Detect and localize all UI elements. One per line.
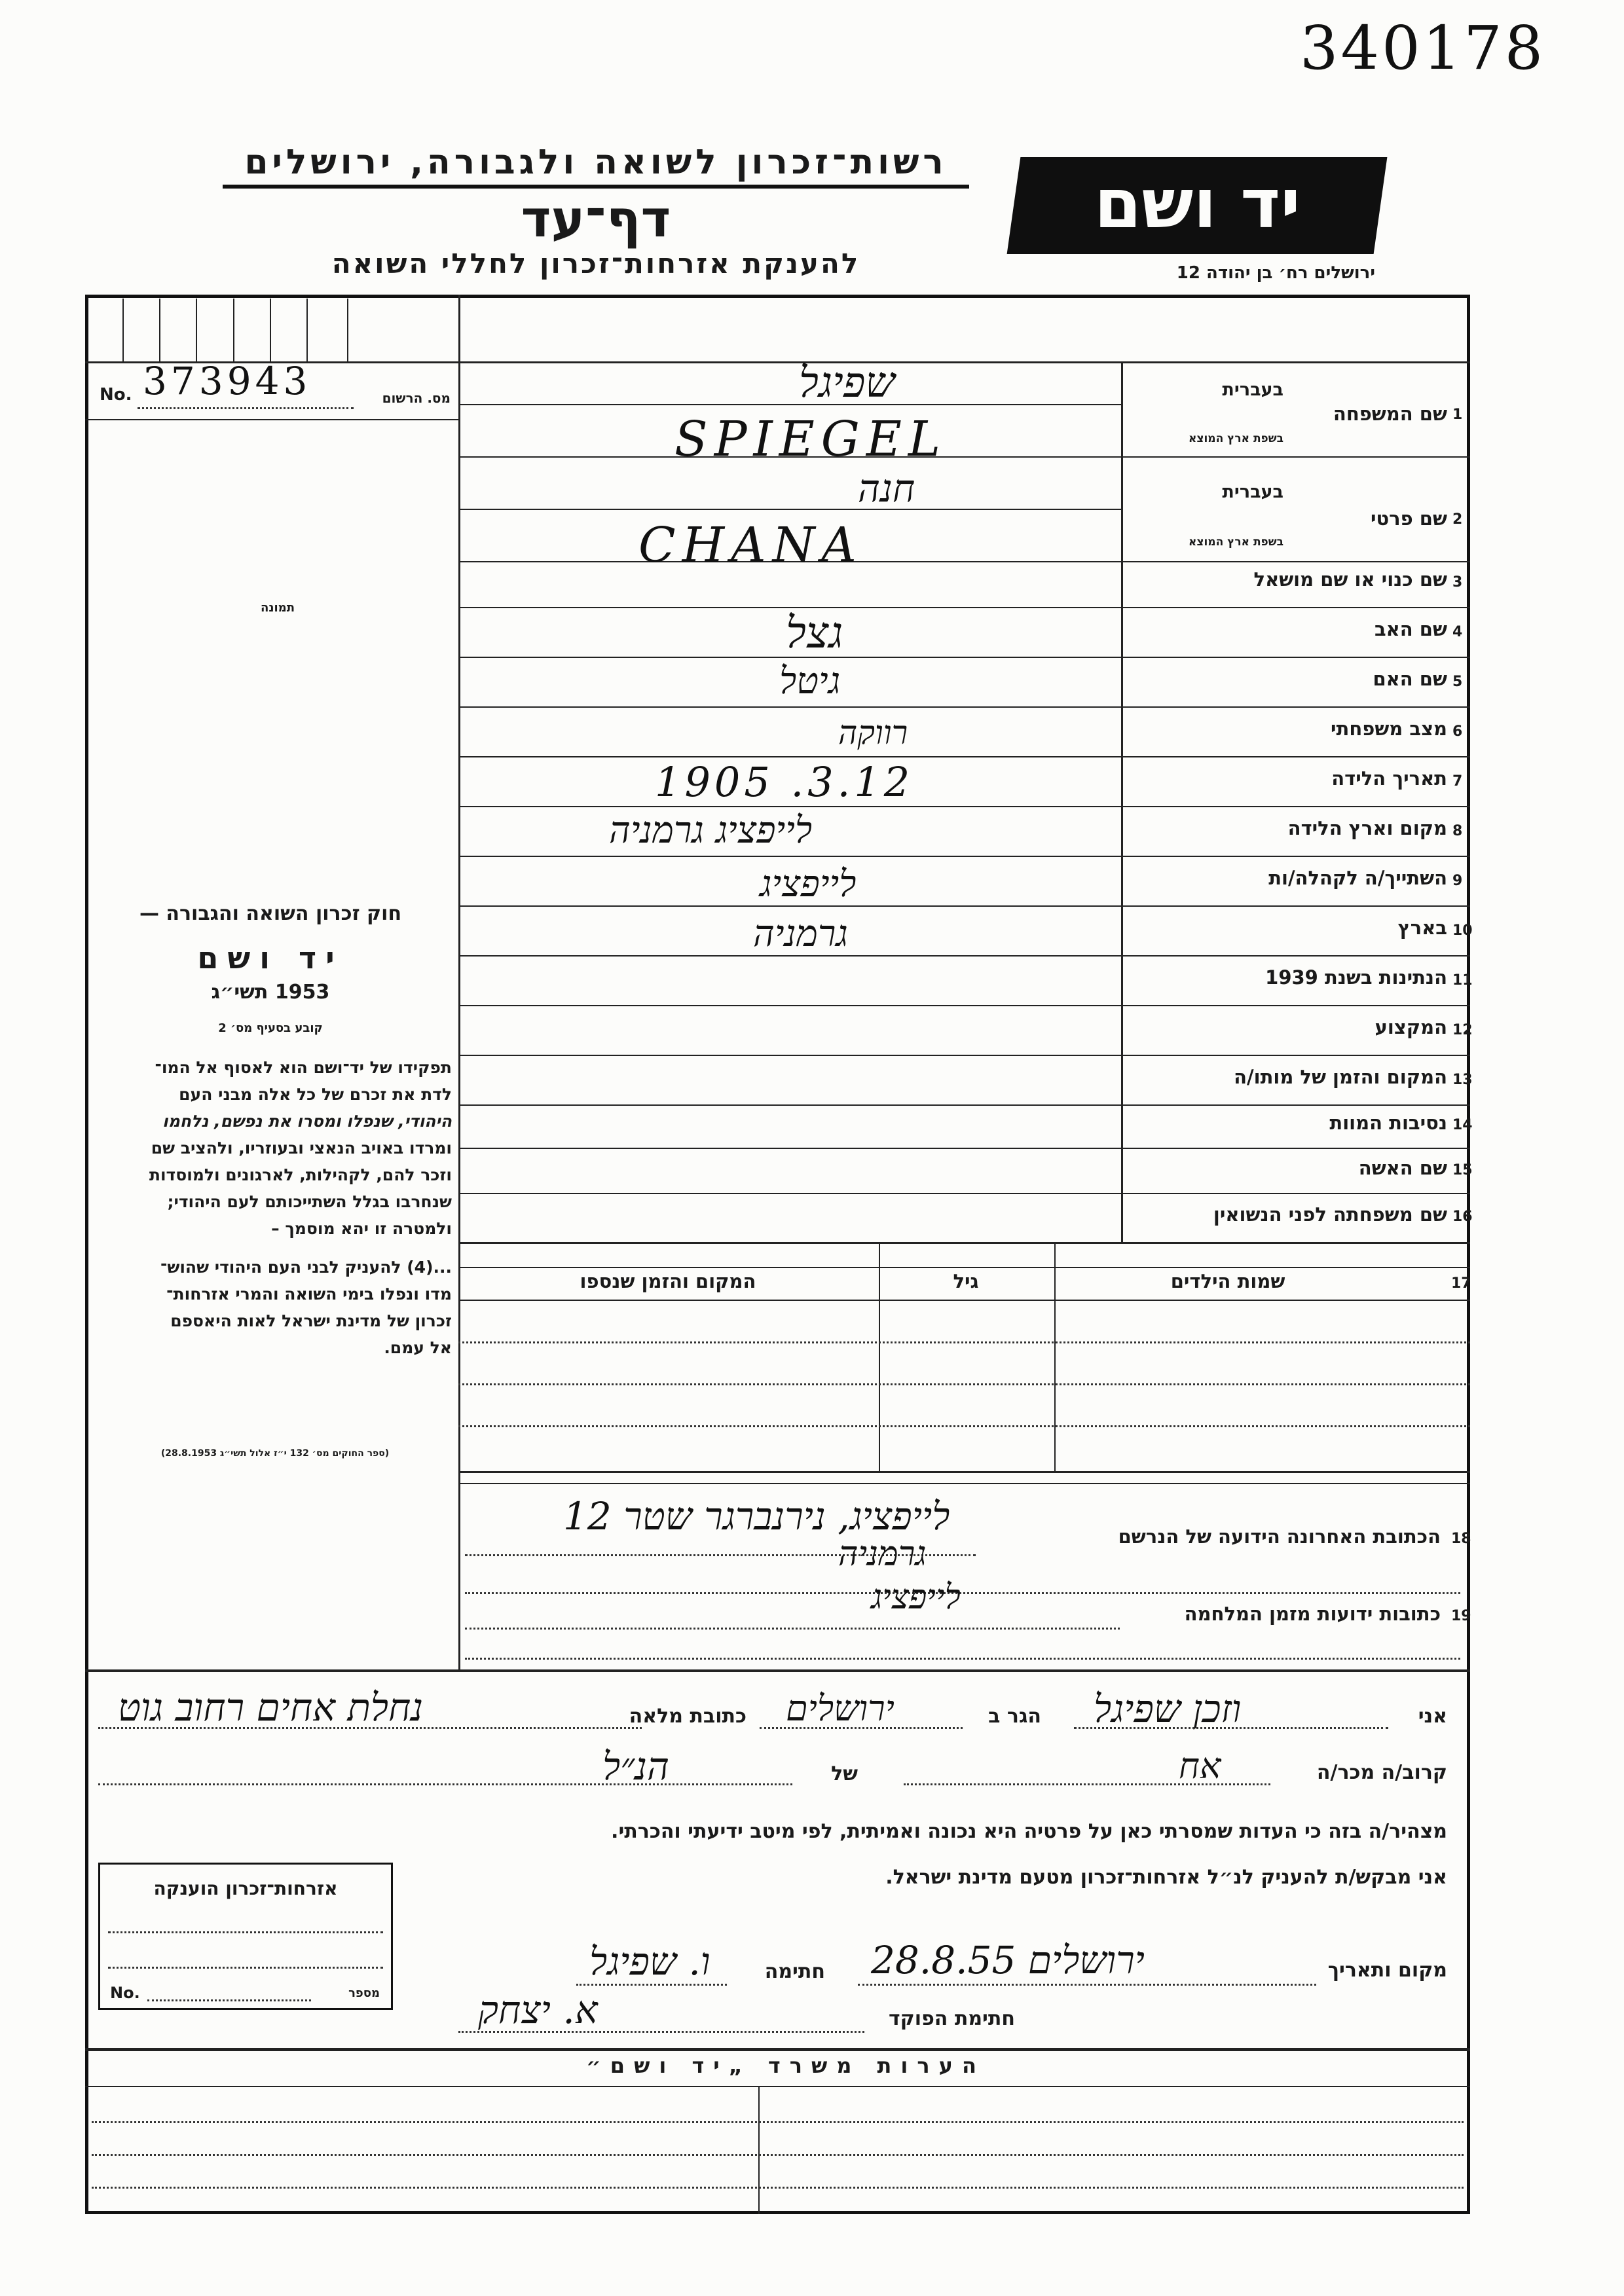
- testimony-page: 340178 רשות־זכרון לשואה ולגבורה, ירושלים דף־עד להענקת אזרחות־זכרון לחללי השואה יד ושם ירושלים רח׳ בן יהודה 12 No. 373943 מס. הרשום תמונה חוק זכרון השואה והגבורה — יד ושם 1953 תשי״ג קובע בסעיף מס׳ 2 תפקידו של יד־ושם הוא לאסוף אל המו־ לדת את זכרם של כל אלה מבני העם היהודי, שנפלו ומסרו את נפשם, נלחמו ומרדו באויב הנאצי ובעוזריו, ולהציב שם וזכר להם, לקהילות, לארגונים ולמוסדות שנחרבו בגלל השתייכותם לעם היהודי; ולמטרה זו יהא מוסמך – ...(4) להעניק לבני העם היהודי שהוש־ מדו ונפלו בימי השואה והמרי אזרחות־ זכרון של מדינת ישראל לאות היאספם אל עמם. (ספר החוקים מס׳ 132 י״ז אלול תשי״ג 28.8.1953) 1 שם המשפחה בעברית בשפת ארץ המוצא שפיגל SPIEGEL 2 שם פרטי בעברית בשפת ארץ המוצא חנה CHANA 3 שם כנוי או שם מושאל 4 שם האב גצל 5 שם האם גיטל 6 מצב משפחתי רווקה 7 תאריך הלידה 1905 .3.12 8 מקום וארץ הלידה לייפציג גרמניה 9 השתייך/ה לקהלה/ות לייפציג 10 בארץ גרמניה 11 הנתינות בשנת 1939 12 המקצוע 13 המקום והזמן של מותו/ה 14 נסיבות המוות 15 שם האשה 16 שם משפחתה לפני הנשואין 17 שמות הילדים גיל המקום והזמן שנספו 18 הכתובת האחרונה הידועה של הנרשם לייפציג, נירנברגר שטר 12 גרמניה 19 כתובות ידועות מזמן המלחמה לייפציג אני וזכן שפיגל הגר ב ירושלים כתובת מלאה נחלת אחים רחוב גוט קרוב/ה מכר/ה אח של הנ״ל מצהיר/ה בזה כי העדות שמסרתי כאן על פרטיה היא נכונה ואמיתית, לפי מיטב ידיעתי והכרתי. אני מבקש/ת להעניק לנ״ל אזרחות־זכרון מטעם מדינת ישראל. מקום ותאריך ירושלים 28.8.55 חתימה ו. שפיגל חתימת הפוקד א. יצחק אזרחות־זכרון הוענקה No. מספר הערות משרד „יד ושם״: [0, 0, 1624, 2296]
- request: אני מבקש/ת להעניק לנ״ל אזרחות־זכרון מטעם מדינת ישראל.: [885, 1866, 1447, 1889]
- mother-name: גיטל: [779, 660, 841, 702]
- children-names-header: שמות הילדים: [1170, 1270, 1285, 1292]
- registration-label: מס. הרשום: [382, 390, 451, 406]
- field-family-name-label: שם המשפחה: [1333, 403, 1447, 425]
- registration-number: 373943: [143, 359, 312, 403]
- birth-place: לייפציג גרמניה: [609, 809, 813, 852]
- community: לייפציג: [760, 863, 857, 905]
- notes-header: הערות משרד „יד ושם״: [586, 2053, 986, 2078]
- grant-title: אזרחות־זכרון הוענקה: [153, 1878, 338, 1899]
- law-source: (ספר החוקים מס׳ 132 י״ז אלול תשי״ג 28.8.1953): [160, 1448, 390, 1459]
- family-name-latin: SPIEGEL: [674, 411, 948, 467]
- logo-address: ירושלים רח׳ בן יהודה 12: [1176, 263, 1375, 283]
- father-name: גצל: [786, 608, 843, 658]
- law-name: יד ושם: [197, 940, 344, 975]
- law-text: תפקידו של יד־ושם הוא לאסוף אל המו־ לדת את זכרם של כל אלה מבני העם היהודי, שנפלו ומסרו את נפשם, נלחמו ומרדו באויב הנאצי ובעוזריו, ולהציב שם וזכר להם, לקהילות, לארגונים ולמוסדות שנחרבו בגלל השתייכותם לעם היהודי; ולמטרה זו יהא מוסמך – ...(4) להעניק לבני העם היהודי שהוש־ מדו ונפלו בימי השואה והמרי אזרחות־ זכרון של מדינת ישראל לאות היאספם אל עמם.: [149, 1058, 452, 1357]
- witness-signature: ו. שפיגל: [589, 1939, 710, 1984]
- field-first-name-label: שם פרטי: [1370, 507, 1447, 530]
- declaration: מצהיר/ה בזה כי העדות שמסרתי כאן על פרטיה היא נכונה ואמיתית, לפי מיטב ידיעתי והכרתי.: [611, 1820, 1447, 1843]
- country: גרמניה: [753, 913, 848, 955]
- witness-name: וזכן שפיגל: [1094, 1686, 1242, 1731]
- law-year: 1953 תשי״ג: [211, 981, 330, 1004]
- first-name-latin: CHANA: [638, 517, 863, 574]
- wartime-address: לייפציג: [871, 1578, 961, 1617]
- institution-name: רשות־זכרון לשואה ולגבורה, ירושלים: [223, 143, 969, 189]
- place-date: ירושלים 28.8.55: [871, 1938, 1145, 1982]
- photo-label: תמונה: [260, 601, 295, 615]
- witness-relation: אח: [1179, 1745, 1221, 1787]
- archive-number: 340178: [1300, 13, 1546, 83]
- form-subtitle: להענקת אזרחות־זכרון לחללי השואה: [331, 247, 860, 280]
- witness-of: הנ״ל: [602, 1744, 670, 1789]
- yad-vashem-logo: [1007, 157, 1388, 254]
- family-name-hebrew: שפיגל: [799, 359, 895, 407]
- marital-status: רווקה: [838, 714, 908, 752]
- birth-date: 1905 .3.12: [655, 758, 914, 806]
- law-note: קובע בסעיף מס׳ 2: [218, 1021, 323, 1035]
- children-place-header: המקום והזמן שנספו: [580, 1270, 756, 1292]
- law-title: חוק זכרון השואה והגבורה —: [139, 902, 402, 925]
- last-address: לייפציג, נירנברגר שטר 12: [563, 1494, 950, 1539]
- last-address-country: גרמניה: [838, 1535, 927, 1574]
- form-title: דף־עד: [521, 190, 671, 249]
- first-name-hebrew: חנה: [858, 466, 915, 511]
- children-age-header: גיל: [953, 1270, 979, 1292]
- logo-text: יד ושם: [1094, 164, 1301, 244]
- witness-full-address: נחלת אחים רחוב גוט: [118, 1685, 424, 1730]
- registration-no-prefix: No.: [100, 385, 132, 405]
- official-signature: א. יצחק: [478, 1988, 598, 2032]
- witness-residence: ירושלים: [786, 1688, 895, 1729]
